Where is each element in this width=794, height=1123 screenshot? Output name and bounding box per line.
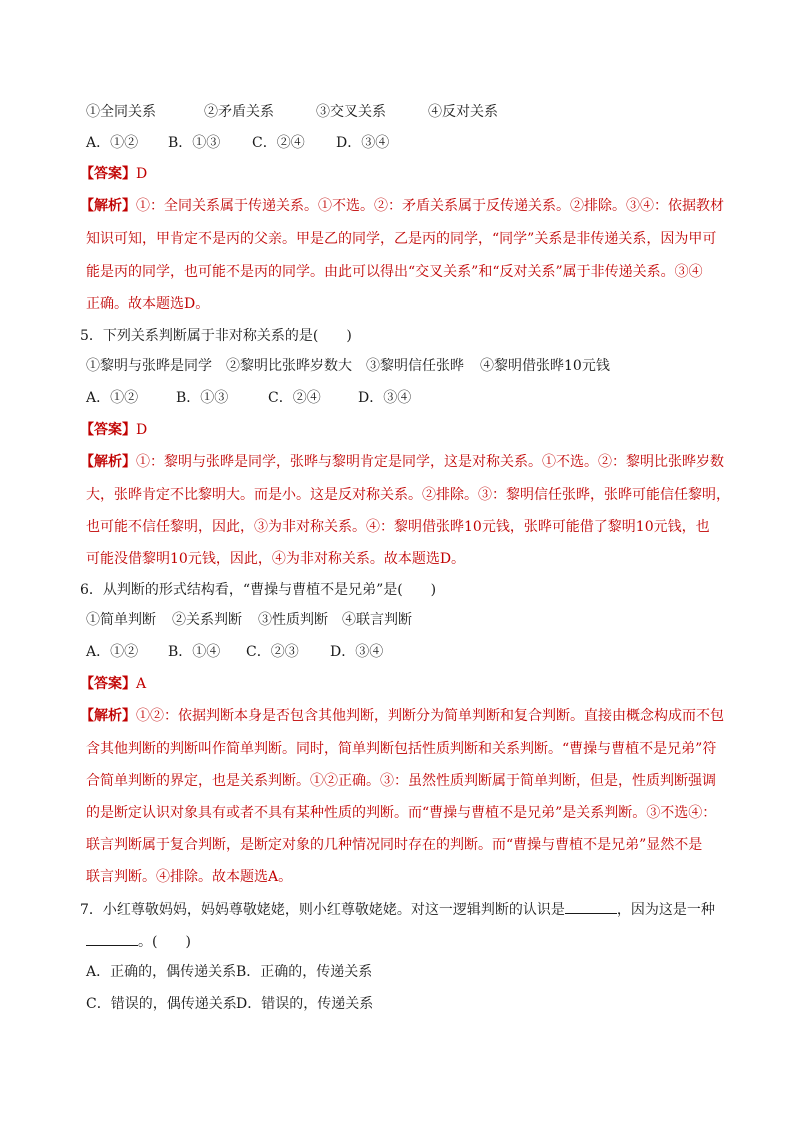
- q6-item-2: ②关系判断: [172, 612, 242, 628]
- q5-analysis-line-1: [80, 453, 724, 471]
- q5-option-a: A．①②: [86, 390, 139, 406]
- q6-analysis-line-4: [86, 804, 716, 822]
- q4-option-a: A．①②: [86, 135, 139, 151]
- q5-item-2: ②黎明比张晔岁数大: [226, 358, 352, 374]
- q5-analysis-line-4: [86, 550, 465, 568]
- q4-option-c: C．②④: [252, 135, 305, 151]
- answer-value: A: [136, 676, 147, 692]
- answer-tag: 【答案】: [80, 422, 136, 438]
- q7-option-d: D．错误的，传递关系: [236, 996, 374, 1012]
- q7-stem-text: 。( ): [138, 934, 191, 950]
- analysis-text: ①：全同关系属于传递关系。①不选。②：矛盾关系属于反传递关系。②排除。③④：依据教材: [136, 198, 724, 214]
- analysis-text: 大，张晔肯定不比黎明大。而是小。这是反对称关系。②排除。③：黎明信任张晔，张晔可能信任黎明，: [86, 487, 730, 503]
- analysis-tag: 【解析】: [80, 454, 136, 470]
- q7-blank-2: [86, 931, 138, 946]
- analysis-tag: 【解析】: [80, 198, 136, 214]
- analysis-text: 正确。故本题选D。: [86, 296, 210, 312]
- analysis-text: ①②：依据判断本身是否包含其他判断，判断分为简单判断和复合判断。直接由概念构成而不包: [136, 708, 724, 724]
- q5-item-4: ④黎明借张晔10元钱: [480, 358, 610, 374]
- q5-analysis-line-3: [86, 518, 710, 536]
- q4-item-2: ②矛盾关系: [204, 104, 274, 120]
- q4-option-b: B．①③: [168, 135, 221, 151]
- q4-analysis-line-3: [86, 263, 703, 281]
- analysis-quote: “同学”: [492, 231, 535, 247]
- q5-stem: 5．下列关系判断属于非对称关系的是( ): [80, 328, 352, 344]
- analysis-text: 可能没借黎明10元钱，因此，④为非对称关系。故本题选D。: [86, 551, 466, 567]
- analysis-quote: “交叉关系”: [408, 264, 479, 280]
- analysis-text: 和: [478, 264, 493, 280]
- analysis-tag: 【解析】: [80, 708, 136, 724]
- q6-option-b: B．①④: [168, 644, 221, 660]
- q7-option-c: C．错误的，偶传递关系: [86, 996, 237, 1012]
- q6-option-d: D．③④: [330, 644, 384, 660]
- analysis-text: 关系是非传递关系，因为甲可: [534, 231, 717, 247]
- analysis-text: 属于非传递关系。③④: [562, 264, 703, 280]
- q4-option-d: D．③④: [336, 135, 390, 151]
- analysis-quote: “反对关系”: [492, 264, 563, 280]
- q6-item-1: ①简单判断: [86, 612, 156, 628]
- q5-option-d: D．③④: [358, 390, 412, 406]
- analysis-text: 含其他判断的判断叫作简单判断。同时，简单判断包括性质判断和关系判断。: [86, 741, 562, 757]
- q5-answer: [80, 421, 147, 439]
- q4-analysis-line-2: [86, 230, 716, 248]
- q4-analysis-line-1: [80, 197, 724, 215]
- answer-value: D: [136, 166, 148, 182]
- analysis-quote: “曹操与曹植不是兄弟”: [562, 741, 703, 757]
- q4-analysis-line-4: [86, 295, 209, 313]
- q6-option-a: A．①②: [86, 644, 139, 660]
- q6-analysis-line-2: [86, 740, 716, 758]
- answer-tag: 【答案】: [80, 676, 136, 692]
- q7-stem-line-2: [86, 931, 191, 951]
- q7-stem-line-1: [80, 899, 715, 919]
- analysis-text: 合简单判断的界定，也是关系判断。①②正确。③：虽然性质判断属于简单判断，但是，性质判断强调: [86, 773, 716, 789]
- q6-answer: [80, 675, 146, 693]
- q5-analysis-line-2: [86, 486, 730, 504]
- q7-option-a: A．正确的，偶传递关系: [86, 964, 237, 980]
- analysis-text: 知识可知，甲肯定不是丙的父亲。甲是乙的同学，乙是丙的同学，: [86, 231, 492, 247]
- analysis-text: 也可能不信任黎明，因此，③为非对称关系。④：黎明借张晔10元钱，张晔可能借了黎明10元钱，也: [86, 519, 710, 535]
- analysis-text: ①：黎明与张晔是同学，张晔与黎明肯定是同学，这是对称关系。①不选。②：黎明比张晔岁数: [136, 454, 724, 470]
- q7-option-b: B．正确的，传递关系: [236, 964, 373, 980]
- q4-item-4: ④反对关系: [428, 104, 498, 120]
- q5-option-c: C．②④: [268, 390, 321, 406]
- q5-item-3: ③黎明信任张晔: [366, 358, 464, 374]
- q4-item-1: ①全同关系: [86, 104, 156, 120]
- q7-stem-text: 7．小红尊敬妈妈，妈妈尊敬姥姥，则小红尊敬姥姥。对这一逻辑判断的认识是: [80, 902, 565, 918]
- analysis-text: 能是丙的同学，也可能不是丙的同学。由此可以得出: [86, 264, 408, 280]
- q6-analysis-line-6: [86, 868, 292, 886]
- q6-analysis-line-5: [86, 836, 702, 854]
- answer-tag: 【答案】: [80, 166, 136, 182]
- q7-stem-text: ，因为这是一种: [616, 902, 715, 918]
- q6-analysis-line-3: [86, 772, 716, 790]
- q6-stem: 6．从判断的形式结构看，“曹操与曹植不是兄弟”是( ): [80, 582, 437, 598]
- q6-item-3: ③性质判断: [258, 612, 328, 628]
- q6-option-c: C．②③: [246, 644, 299, 660]
- q4-answer: [80, 165, 147, 183]
- q7-blank-1: [565, 899, 617, 914]
- q5-option-b: B．①③: [176, 390, 229, 406]
- analysis-text: 符: [702, 741, 717, 757]
- answer-value: D: [136, 422, 148, 438]
- q6-item-4: ④联言判断: [342, 612, 412, 628]
- analysis-text: 的是断定认识对象具有或者不具有某种性质的判断。而“曹操与曹植不是兄弟”是关系判断。③不选④：: [86, 805, 717, 821]
- analysis-text: 联言判断属于复合判断，是断定对象的几种情况同时存在的判断。而“曹操与曹植不是兄弟”显然不是: [86, 837, 703, 853]
- q6-analysis-line-1: [80, 707, 724, 725]
- q4-item-3: ③交叉关系: [316, 104, 386, 120]
- q5-item-1: ①黎明与张晔是同学: [86, 358, 212, 374]
- analysis-text: 联言判断。④排除。故本题选A。: [86, 869, 293, 885]
